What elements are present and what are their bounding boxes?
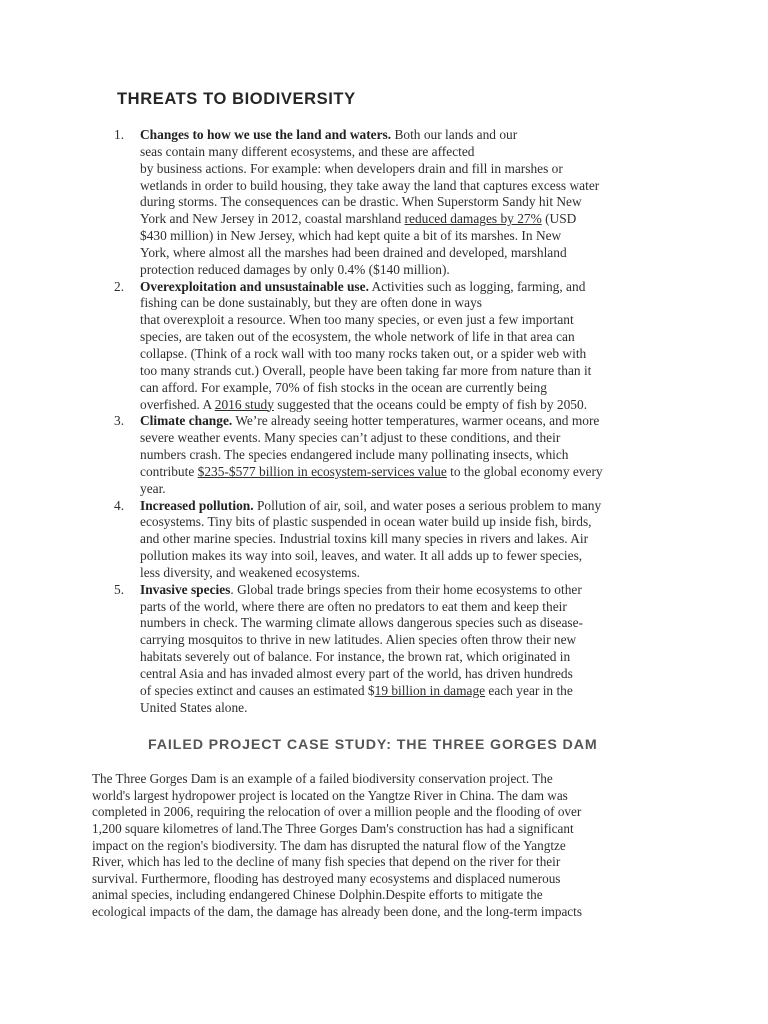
text-line: [140, 615, 674, 632]
paragraph-line: The Three Gorges Dam is an example of a failed biodiversity conservation project. The: [92, 771, 553, 786]
text-line: [140, 413, 674, 430]
line-text: (USD: [541, 211, 577, 227]
text-line: [140, 599, 674, 616]
line-text: numbers in check. The warming climate allows dangerous species such as disease-: [140, 615, 583, 631]
item-heading: Climate change.: [140, 413, 233, 429]
paragraph-line: animal species, including endangered Chinese Dolphin.Despite efforts to mitigate the: [92, 887, 543, 903]
line-text: during storms. The consequences can be drastic. When Superstorm Sandy hit New: [140, 194, 582, 210]
text-line: [140, 245, 674, 262]
text-line: [140, 211, 674, 228]
line-text: York, where almost all the marshes had been drained and developed, marshland: [140, 244, 567, 260]
item-heading: Increased pollution.: [140, 497, 254, 513]
text-line: [140, 464, 674, 481]
text-line: [140, 295, 674, 312]
text-line: [140, 144, 674, 161]
case-study-paragraph: [92, 771, 682, 921]
text-line: [140, 380, 674, 397]
text-line: [140, 700, 674, 717]
line-text: less diversity, and weakened ecosystems.: [140, 564, 361, 580]
list-item: [114, 279, 674, 414]
line-text: numbers crash. The species endangered include many pollinating insects, which: [140, 447, 569, 463]
list-number: 4.: [114, 497, 125, 513]
line-text: year.: [140, 480, 166, 496]
line-text: carrying mosquitos to thrive in new latitudes. Alien species often throw their new: [140, 632, 577, 648]
item-heading: Overexploitation and unsustainable use.: [140, 278, 369, 294]
paragraph-line: survival. Furthermore, flooding has destroyed many ecosystems and displaced numerous: [92, 870, 561, 886]
text-line: [140, 346, 674, 363]
line-text: species, are taken out of the ecosystem, the whole network of life in that area can: [140, 329, 575, 345]
text-line: [140, 666, 674, 683]
line-text: contribute: [140, 463, 198, 479]
text-line: [140, 363, 674, 380]
paragraph-line: ecological impacts of the dam, the damage has already been done, and the long-term impacts: [92, 904, 582, 920]
list-number: 1.: [114, 127, 125, 142]
line-text: collapse. (Think of a rock wall with too many rocks taken out, or a spider web with: [140, 345, 587, 361]
page-title: THREATS TO BIODIVERSITY: [117, 90, 356, 108]
paragraph-line: 1,200 square kilometres of land.The Three Gorges Dam's construction has had a significant: [92, 820, 574, 836]
text-line: [140, 582, 674, 599]
case-study-title: FAILED PROJECT CASE STUDY: THE THREE GORGES DAM: [148, 737, 598, 753]
line-text: to the global economy every: [446, 463, 603, 479]
list-number: 3.: [114, 413, 125, 429]
hyperlink[interactable]: $235-$577 billion in ecosystem-services value: [197, 463, 447, 479]
text-line: [140, 228, 674, 245]
item-heading: Invasive species: [140, 581, 231, 597]
text-line: [140, 397, 674, 414]
text-line: [140, 312, 674, 329]
line-text: and other marine species. Industrial toxins kill many species in rivers and lakes. Air: [140, 531, 589, 547]
line-text: overfished. A: [140, 396, 215, 412]
line-text: Activities such as logging, farming, and: [368, 278, 586, 294]
text-line: [140, 649, 674, 666]
line-text: pollution makes its way into soil, leaves, and water. It all adds up to fewer species,: [140, 548, 583, 564]
line-text: too many strands cut.) Overall, people have been taking far more from nature than it: [140, 362, 592, 378]
text-line: [140, 565, 674, 582]
line-text: protection reduced damages by only 0.4% ($140 million).: [140, 261, 450, 277]
text-line: [140, 178, 674, 195]
threats-list: [114, 127, 674, 717]
line-text: ecosystems. Tiny bits of plastic suspended in ocean water build up inside fish, birds,: [140, 514, 592, 530]
line-text: fishing can be done sustainably, but they are often done in ways: [140, 295, 482, 311]
text-line: [140, 161, 674, 178]
line-text: parts of the world, where there are often no predators to eat them and keep their: [140, 598, 567, 614]
text-line: [140, 481, 674, 498]
line-text: can afford. For example, 70% of fish stocks in the ocean are currently being: [140, 379, 547, 395]
hyperlink[interactable]: 19 billion in damage: [374, 682, 486, 698]
list-item: [114, 498, 674, 582]
list-item: [114, 413, 674, 497]
line-text: Pollution of air, soil, and water poses a serious problem to many: [253, 497, 602, 513]
line-text: United States alone.: [140, 699, 248, 715]
text-line: [140, 127, 674, 144]
line-text: habitats severely out of balance. For instance, the brown rat, which originated in: [140, 649, 571, 665]
text-line: [140, 548, 674, 565]
line-text: We’re already seeing hotter temperatures, warmer oceans, and more: [232, 413, 600, 429]
line-text: of species extinct and causes an estimated $: [140, 682, 375, 698]
text-line: [140, 531, 674, 548]
line-text: that overexploit a resource. When too many species, or even just a few important: [140, 312, 574, 328]
text-line: [140, 514, 674, 531]
text-line: [140, 632, 674, 649]
paragraph-line: completed in 2006, requiring the relocation of over a million people and the flooding of over: [92, 804, 582, 820]
item-heading: Changes to how we use the land and waters.: [140, 127, 392, 142]
paragraph-line: impact on the region's biodiversity. The dam has disrupted the natural flow of the Yangtze: [92, 837, 566, 853]
hyperlink[interactable]: reduced damages by 27%: [404, 211, 542, 227]
text-line: [140, 194, 674, 211]
text-line: [140, 329, 674, 346]
list-item: [114, 127, 674, 279]
line-text: . Global trade brings species from their home ecosystems to other: [230, 581, 582, 597]
list-number: 2.: [114, 278, 125, 294]
text-line: [140, 447, 674, 464]
text-line: [140, 279, 674, 296]
text-line: [140, 430, 674, 447]
line-text: suggested that the oceans could be empty of fish by 2050.: [273, 396, 588, 412]
list-item: [114, 582, 674, 717]
text-line: [140, 683, 674, 700]
text-line: [140, 498, 674, 515]
line-text: York and New Jersey in 2012, coastal marshland: [140, 211, 405, 227]
line-text: severe weather events. Many species can’t adjust to these conditions, and their: [140, 430, 561, 446]
text-line: [140, 262, 674, 279]
line-text: central Asia and has invaded almost every part of the world, has driven hundreds: [140, 666, 573, 681]
line-text: wetlands in order to build housing, they take away the land that captures excess water: [140, 177, 600, 193]
line-text: each year in the: [485, 682, 573, 698]
line-text: seas contain many different ecosystems, and these are affected: [140, 143, 475, 159]
paragraph-line: world's largest hydropower project is located on the Yangtze River in China. The dam was: [92, 787, 568, 803]
line-text: Both our lands and our: [391, 127, 518, 142]
hyperlink[interactable]: 2016 study: [214, 396, 274, 412]
line-text: $430 million) in New Jersey, which had kept quite a bit of its marshes. In New: [140, 228, 562, 244]
paragraph-line: River, which has led to the decline of many fish species that depend on the river for their: [92, 854, 561, 870]
line-text: by business actions. For example: when developers drain and fill in marshes or: [140, 160, 563, 176]
list-number: 5.: [114, 581, 125, 597]
